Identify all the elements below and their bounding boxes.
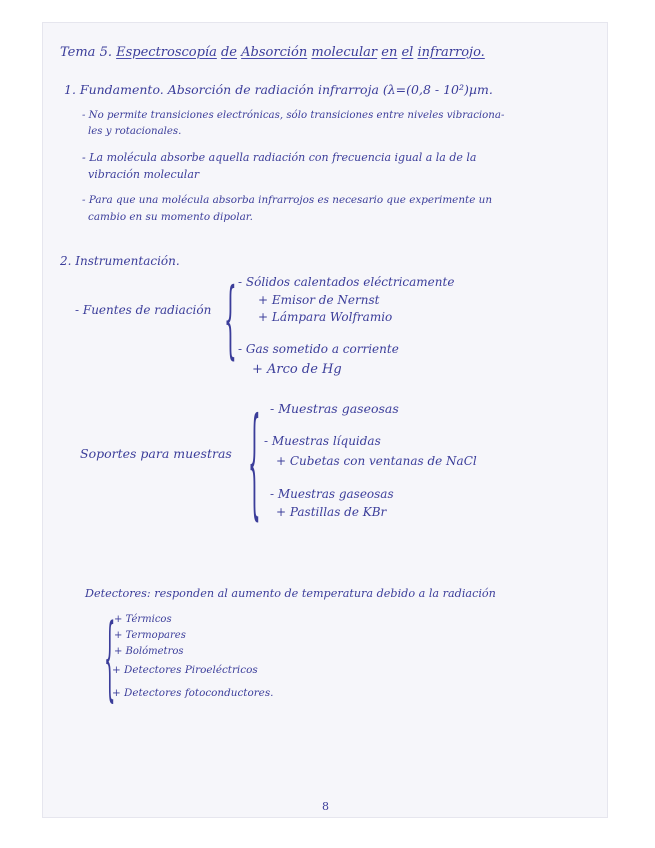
detectors-brace: { [104, 606, 116, 712]
sources-item-2a: + Arco de Hg [252, 362, 342, 377]
supports-item-2: - Muestras líquidas [264, 434, 381, 448]
title-prefix: Tema 5. [60, 45, 112, 60]
sources-item-1a: + Emisor de Nernst [258, 293, 380, 307]
supports-item-1: - Muestras gaseosas [270, 401, 399, 416]
detector-item-2: + Termopares [114, 630, 186, 641]
title-word-3: Absorción [241, 45, 308, 60]
supports-item-3a: + Pastillas de KBr [276, 505, 387, 519]
sources-brace: { [224, 272, 237, 369]
section1-bullet2-line2: vibración molecular [88, 168, 200, 181]
section1-bullet1-line2: les y rotacionales. [88, 126, 182, 137]
page-number: 8 [322, 800, 329, 813]
sources-item-1b: + Lámpara Wolframio [258, 310, 393, 324]
detectors-heading: Detectores: responden al aumento de temperatura debido a la radiación [85, 587, 496, 600]
section1-heading: 1. Fundamento. Absorción de radiación infrarroja (λ=(0,8 - 10²)µm. [64, 82, 493, 97]
title-word-7: infrarrojo. [417, 45, 485, 60]
detector-item-5: + Detectores fotoconductores. [112, 687, 274, 699]
page-title [60, 46, 485, 60]
title-word-1: Espectroscopía [116, 45, 217, 60]
section1-bullet3-line2: cambio en su momento dipolar. [88, 211, 253, 223]
detector-item-4: + Detectores Piroeléctricos [112, 664, 258, 676]
section1-bullet1-line1: - No permite transiciones electrónicas, sólo transiciones entre niveles vibraciona- [82, 110, 505, 121]
title-word-2: de [220, 45, 237, 60]
supports-item-3: - Muestras gaseosas [270, 487, 394, 501]
detector-item-3: + Bolómetros [114, 646, 184, 657]
sources-item-2: - Gas sometido a corriente [238, 342, 399, 356]
section1-bullet2-line1: - La molécula absorbe aquella radiación con frecuencia igual a la de la [82, 151, 477, 164]
title-word-6: el [401, 45, 414, 60]
supports-item-2a: + Cubetas con ventanas de NaCl [276, 454, 477, 468]
sources-label: - Fuentes de radiación [75, 303, 212, 317]
detector-item-1: + Térmicos [114, 614, 172, 625]
sources-item-1: - Sólidos calentados eléctricamente [238, 275, 455, 289]
title-word-5: en [381, 45, 398, 60]
title-word-4: molecular [311, 45, 378, 60]
section2-heading: 2. Instrumentación. [60, 254, 180, 268]
supports-label: Soportes para muestras [80, 446, 232, 461]
supports-brace: { [248, 395, 261, 533]
section1-bullet3-line1: - Para que una molécula absorba infrarrojos es necesario que experimente un [82, 194, 493, 206]
